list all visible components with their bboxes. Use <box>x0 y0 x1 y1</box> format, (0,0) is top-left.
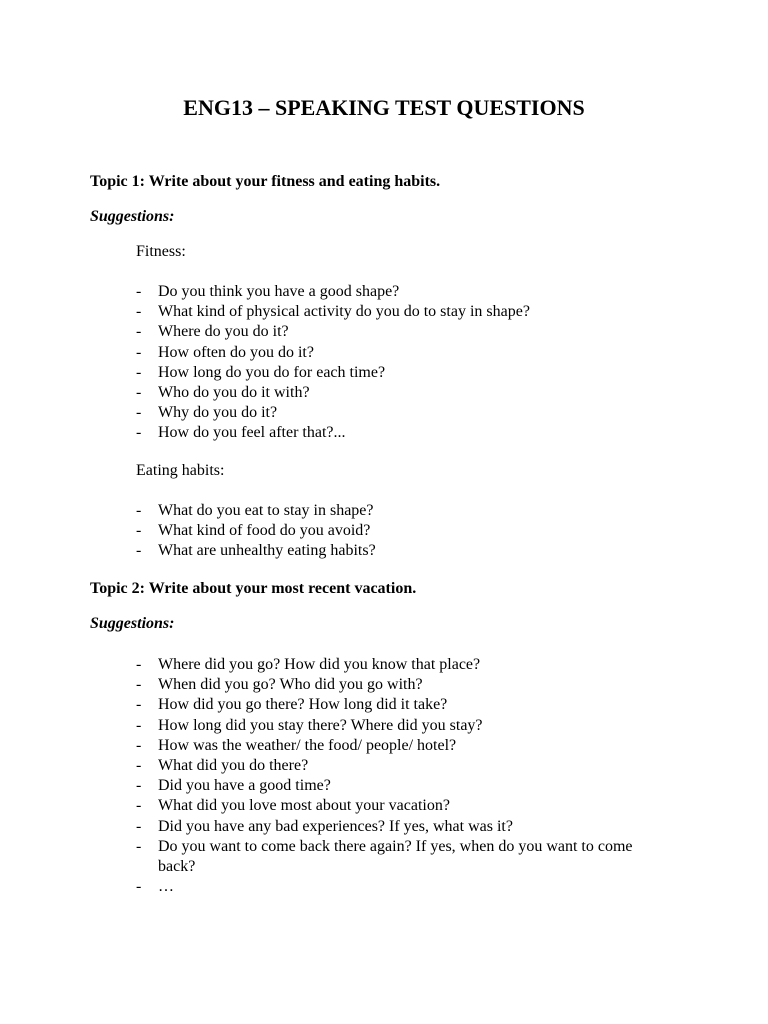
bullet-dash: - <box>136 777 142 795</box>
bullet-dash: - <box>136 404 142 422</box>
list-item <box>136 302 696 322</box>
question-text: How often do you do it? <box>158 343 314 361</box>
bullet-dash: - <box>136 676 142 694</box>
bullet-dash: - <box>136 797 142 815</box>
question-text: What did you love most about your vacation? <box>158 797 450 815</box>
question-text: Do you want to come back there again? If yes, when do you want to come back? <box>158 837 633 876</box>
question-text: How long did you stay there? Where did you stay? <box>158 716 483 734</box>
list-item <box>136 655 696 675</box>
fitness-label: Fitness: <box>136 243 186 260</box>
topic-1-suggestions-label: Suggestions: <box>90 208 175 225</box>
list-item <box>136 423 696 443</box>
bullet-dash: - <box>136 716 142 734</box>
question-text: Where did you go? How did you know that place? <box>158 656 481 673</box>
question-text: Who do you do it with? <box>158 384 310 402</box>
question-text: Where do you do it? <box>158 323 289 341</box>
list-item <box>136 776 696 796</box>
question-text: What do you eat to stay in shape? <box>158 502 374 519</box>
list-item <box>136 817 696 837</box>
list-item <box>136 716 696 736</box>
bullet-dash: - <box>136 323 142 341</box>
list-item <box>136 501 696 521</box>
list-item <box>136 282 696 302</box>
question-text: How do you feel after that?... <box>158 424 346 442</box>
question-text: What are unhealthy eating habits? <box>158 542 376 560</box>
question-text: Do you think you have a good shape? <box>158 283 400 300</box>
list-item <box>136 695 696 715</box>
list-item <box>136 675 696 695</box>
eating-habits-label: Eating habits: <box>136 462 225 479</box>
list-item <box>136 383 696 403</box>
topic-2-heading: Topic 2: Write about your most recent vacation. <box>90 580 417 597</box>
bullet-dash: - <box>136 303 142 321</box>
bullet-dash: - <box>136 837 142 855</box>
question-text: What kind of physical activity do you do to stay in shape? <box>158 303 530 321</box>
bullet-dash: - <box>136 542 142 560</box>
list-item <box>136 756 696 776</box>
bullet-dash: - <box>136 363 142 381</box>
bullet-dash: - <box>136 696 142 714</box>
question-text: What did you do there? <box>158 757 309 775</box>
bullet-dash: - <box>136 502 142 519</box>
list-item <box>136 521 696 541</box>
bullet-dash: - <box>136 878 142 896</box>
bullet-dash: - <box>136 424 142 442</box>
bullet-dash: - <box>136 343 142 361</box>
bullet-dash: - <box>136 736 142 754</box>
list-item <box>136 736 696 756</box>
document-title: ENG13 – SPEAKING TEST QUESTIONS <box>183 95 585 120</box>
question-text: When did you go? Who did you go with? <box>158 676 423 694</box>
topic-2-suggestions-label: Suggestions: <box>90 615 175 632</box>
question-text: Why do you do it? <box>158 404 278 422</box>
question-text: Did you have a good time? <box>158 777 331 795</box>
bullet-dash: - <box>136 522 142 540</box>
topic-1-heading: Topic 1: Write about your fitness and eating habits. <box>90 173 441 190</box>
list-item <box>136 837 668 877</box>
question-text: Did you have any bad experiences? If yes, what was it? <box>158 817 513 835</box>
list-item <box>136 403 696 423</box>
bullet-dash: - <box>136 656 142 673</box>
list-item <box>136 322 696 342</box>
bullet-dash: - <box>136 757 142 775</box>
question-text: How long do you do for each time? <box>158 363 386 381</box>
vacation-question-list <box>136 655 696 897</box>
list-item <box>136 796 696 816</box>
list-item <box>136 541 696 561</box>
question-text: What kind of food do you avoid? <box>158 522 371 540</box>
bullet-dash: - <box>136 817 142 835</box>
list-item <box>136 343 696 363</box>
question-text: How was the weather/ the food/ people/ hotel? <box>158 736 457 754</box>
bullet-dash: - <box>136 283 142 300</box>
question-text: … <box>158 878 174 896</box>
fitness-question-list <box>136 282 696 444</box>
list-item <box>136 877 696 897</box>
list-item <box>136 363 696 383</box>
eating-question-list <box>136 501 696 562</box>
question-text: How did you go there? How long did it take? <box>158 696 448 714</box>
bullet-dash: - <box>136 384 142 402</box>
